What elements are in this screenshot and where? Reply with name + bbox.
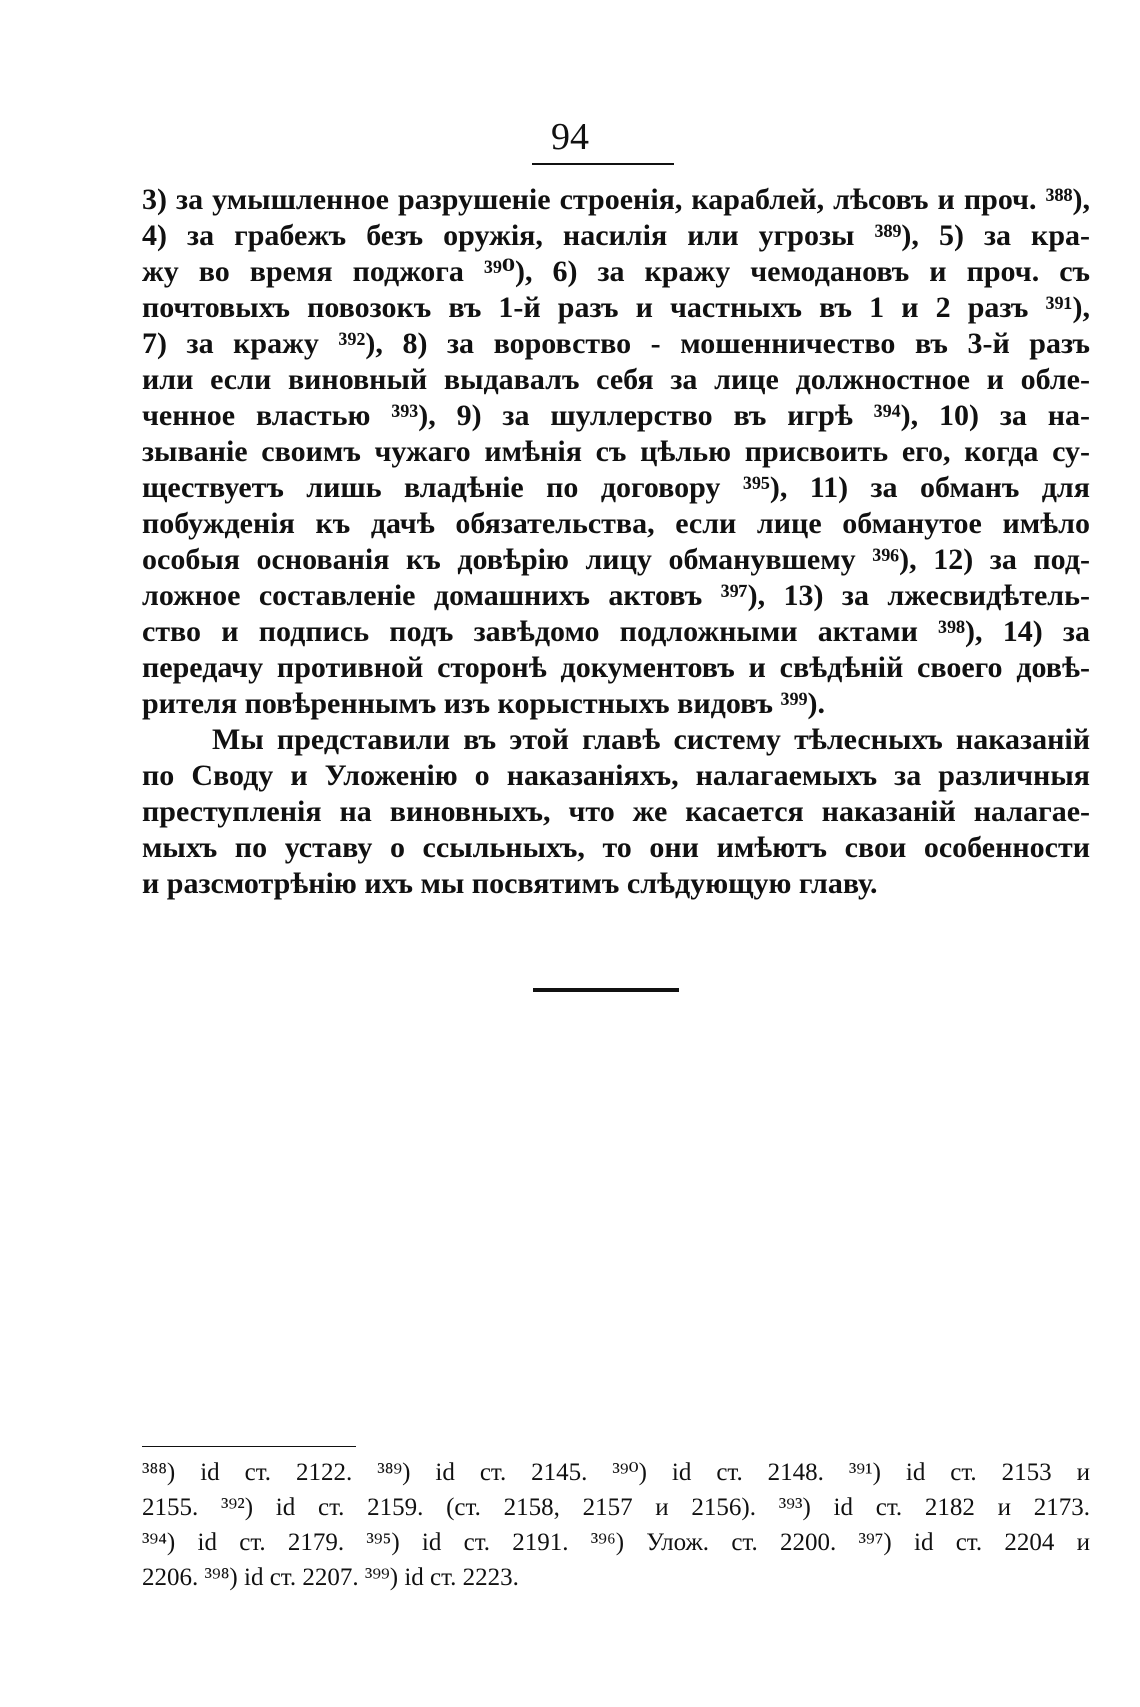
footnote-line: ³⁹⁴) id ст. 2179. ³⁹⁵) id ст. 2191. ³⁹⁶) Улож. ст. 2200. ³⁹⁷) id ст. 2204 и [142,1529,1090,1556]
text-line: 4) за грабежъ безъ оружія, насилія или угрозы ³⁸⁹), 5) за кра- [142,219,1090,252]
page-number: 94 [551,116,589,158]
text-line: 3) за умышленное разрушеніе строенія, караблей, лѣсовъ и проч. ³⁸⁸), [142,183,1090,216]
footnote-line: 2206. ³⁹⁸) id ст. 2207. ³⁹⁹) id ст. 2223. [142,1564,519,1591]
text-line: преступленія на виновныхъ, что же касается наказаній налагае- [142,795,1090,828]
text-line: Мы представили въ этой главѣ систему тѣлесныхъ наказаній [212,723,1090,756]
text-line: ществуетъ лишь владѣніе по договору ³⁹⁵), 11) за обманъ для [142,471,1090,504]
text-line: почтовыхъ повозокъ въ 1-й разъ и частныхъ въ 1 и 2 разъ ³⁹¹), [142,291,1090,324]
text-line: мыхъ по уставу о ссыльныхъ, то они имѣютъ свои особенности [142,831,1090,864]
footnotes [142,1455,1090,1595]
header-rule [532,163,674,165]
text-line: рителя повѣреннымъ изъ корыстныхъ видовъ ³⁹⁹). [142,687,825,720]
paragraph-2 [142,722,1090,902]
paragraph-1 [142,182,1090,722]
text-line: 7) за кражу ³⁹²), 8) за воровство - мошенничество въ 3-й разъ [142,327,1090,360]
main-text [142,182,1090,902]
text-line: ченное властью ³⁹³), 9) за шуллерство въ игрѣ ³⁹⁴), 10) за на- [142,399,1090,432]
footnote-line: 2155. ³⁹²) id ст. 2159. (ст. 2158, 2157 и 2156). ³⁹³) id ст. 2182 и 2173. [142,1494,1090,1521]
text-line: передачу противной сторонѣ документовъ и свѣдѣній своего довѣ- [142,651,1090,684]
chapter-end-rule [533,988,679,992]
text-line: по Своду и Уложенію о наказаніяхъ, налагаемыхъ за различныя [142,759,1090,792]
footnote-rule [142,1446,356,1447]
text-line: жу во время поджога ³⁹⁰), 6) за кражу чемодановъ и проч. съ [142,255,1090,288]
text-line: зываніе своимъ чужаго имѣнія съ цѣлью присвоить его, когда су- [142,435,1090,468]
text-line: особыя основанія къ довѣрію лицу обманувшему ³⁹⁶), 12) за под- [142,543,1090,576]
text-line: ложное составленіе домашнихъ актовъ ³⁹⁷), 13) за лжесвидѣтель- [142,579,1090,612]
text-line: и разсмотрѣнію ихъ мы посвятимъ слѣдующую главу. [142,867,878,900]
text-line: побужденія къ дачѣ обязательства, если лице обманутое имѣло [142,507,1090,540]
text-line: ство и подпись подъ завѣдомо подложными актами ³⁹⁸), 14) за [142,615,1090,648]
footnote-line: ³⁸⁸) id ст. 2122. ³⁸⁹) id ст. 2145. ³⁹⁰) id ст. 2148. ³⁹¹) id ст. 2153 и [142,1459,1090,1486]
text-line: или если виновный выдавалъ себя за лице должностное и обле- [142,363,1090,396]
